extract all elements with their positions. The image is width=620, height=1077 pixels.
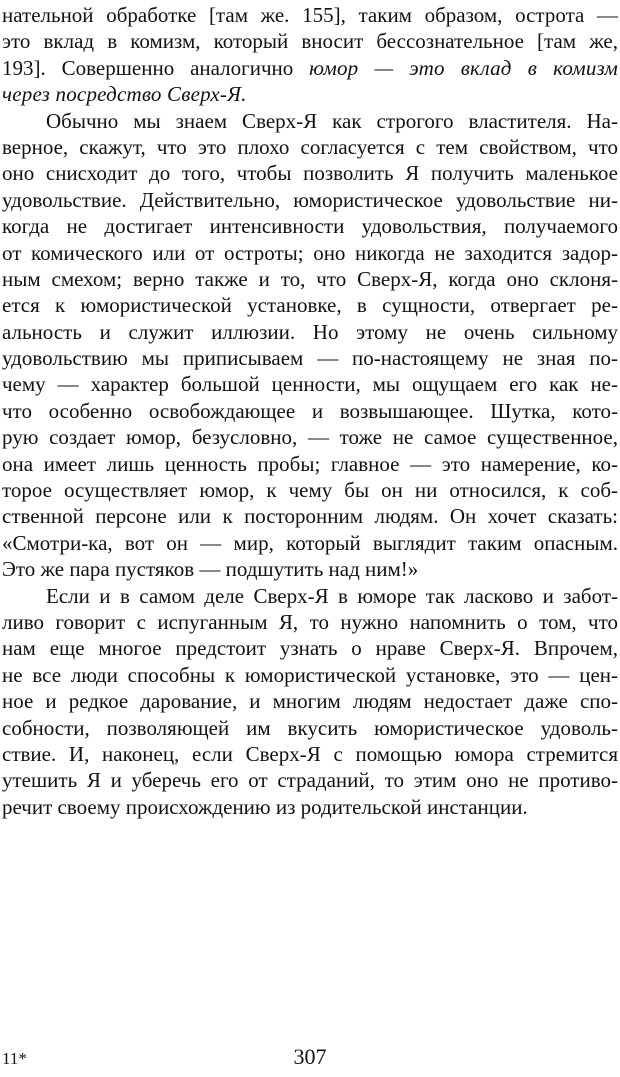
text-line: [2, 688, 618, 714]
text-line: [2, 108, 618, 134]
text-line: [2, 371, 618, 397]
text-line-italic: юмор — это вклад в комизм: [309, 55, 618, 80]
page-number: 307: [293, 1044, 327, 1069]
text-line-roman: ется к юмористической установке, в сущности, отвергает ре-: [2, 293, 618, 318]
text-line: [2, 556, 618, 582]
text-line-roman: рую создает юмор, безусловно, — тоже не самое существенное,: [2, 425, 618, 450]
text-line: [2, 662, 618, 688]
text-line: [2, 292, 618, 318]
text-line-roman: оно снисходит до того, чтобы позволить Я получить маленькое: [2, 161, 618, 186]
text-line-roman: от комического или от остроты; оно никогда не заходится задор-: [2, 240, 618, 265]
text-line: [2, 530, 618, 556]
text-line-roman: ное и редкое дарование, и многим людям недостает даже спо-: [2, 689, 618, 714]
text-line: [2, 134, 618, 160]
text-line: [2, 266, 618, 292]
text-line: [2, 213, 618, 239]
text-line-roman: чему — характер большой ценности, мы ощущаем его как не-: [2, 372, 618, 397]
text-line: [2, 187, 618, 213]
body-text: [2, 2, 618, 820]
text-line: [2, 160, 618, 186]
text-line: [2, 319, 618, 345]
text-line: [2, 477, 618, 503]
text-line-roman: ливо говорит с испуганным Я, то нужно напомнить о том, что: [2, 609, 618, 634]
text-line-roman: ствие. И, наконец, если Сверх-Я с помощью юмора стремится: [2, 741, 618, 766]
text-line-roman: 193]. Совершенно аналогично: [2, 55, 310, 80]
text-line-roman: утешить Я и уберечь его от страданий, то этим оно не противо-: [2, 768, 618, 793]
text-line-italic: через посредство Сверх-Я.: [2, 82, 247, 107]
text-line-roman: альность и служит иллюзии. Но этому не очень сильному: [2, 319, 618, 344]
text-line: [2, 767, 618, 793]
text-line: [2, 451, 618, 477]
text-line-roman: не все люди способны к юмористической установке, это — цен-: [2, 662, 618, 687]
text-line-roman: удовольствие. Действительно, юмористическое удовольствие ни-: [2, 187, 618, 212]
text-line-roman: «Смотри-ка, вот он — мир, который выглядит таким опасным.: [2, 530, 618, 555]
text-line: [2, 345, 618, 371]
text-line: [2, 583, 618, 609]
text-line: [2, 398, 618, 424]
text-line: [2, 609, 618, 635]
text-line-roman: верное, скажут, что это плохо согласуется с тем свойством, что: [2, 134, 618, 159]
text-line-roman: собности, позволяющей им вкусить юмористическое удоволь-: [2, 715, 618, 740]
text-line: [2, 28, 618, 54]
signature-mark: 11*: [2, 1049, 27, 1068]
text-line: [2, 240, 618, 266]
text-line-roman: нам еще многое предстоит узнать о нраве Сверх-Я. Впрочем,: [2, 636, 618, 661]
text-line-roman: когда не достигает интенсивности удовольствия, получаемого: [2, 214, 618, 239]
text-line: [2, 635, 618, 661]
text-line-roman: ным смехом; верно также и то, что Сверх-Я, когда оно склоня-: [2, 266, 618, 291]
text-line: [2, 715, 618, 741]
text-line-roman: торое осуществляет юмор, к чему бы он ни относился, к соб-: [2, 478, 618, 503]
text-line: [2, 81, 618, 107]
text-line-roman: это вклад в комизм, который вносит бессознательное [там же,: [2, 29, 618, 54]
text-line: [2, 503, 618, 529]
text-line: [2, 424, 618, 450]
text-line-roman: речит своему происхождению из родительской инстанции.: [2, 794, 528, 819]
text-line-roman: ственной персоне или к посторонним людям. Он хочет сказать:: [2, 504, 618, 529]
text-line-roman: нательной обработке [там же. 155], таким образом, острота —: [2, 3, 618, 27]
text-line: [2, 794, 618, 820]
text-line-roman: удовольствию мы приписываем — по-настоящему не зная по-: [2, 346, 618, 371]
text-line-roman: что особенно освобождающее и возвышающее. Шутка, кото-: [2, 398, 618, 423]
text-line-roman: Если и в самом деле Сверх-Я в юморе так ласково и забот-: [46, 583, 618, 608]
text-line-roman: она имеет лишь ценность пробы; главное — это намерение, ко-: [2, 451, 618, 476]
text-line: [2, 2, 618, 28]
text-line: [2, 741, 618, 767]
text-line: [2, 55, 618, 81]
text-line-roman: Обычно мы знаем Сверх-Я как строгого властителя. На-: [46, 108, 618, 133]
text-line-roman: Это же пара пустяков — подшутить над ним!»: [2, 557, 419, 582]
